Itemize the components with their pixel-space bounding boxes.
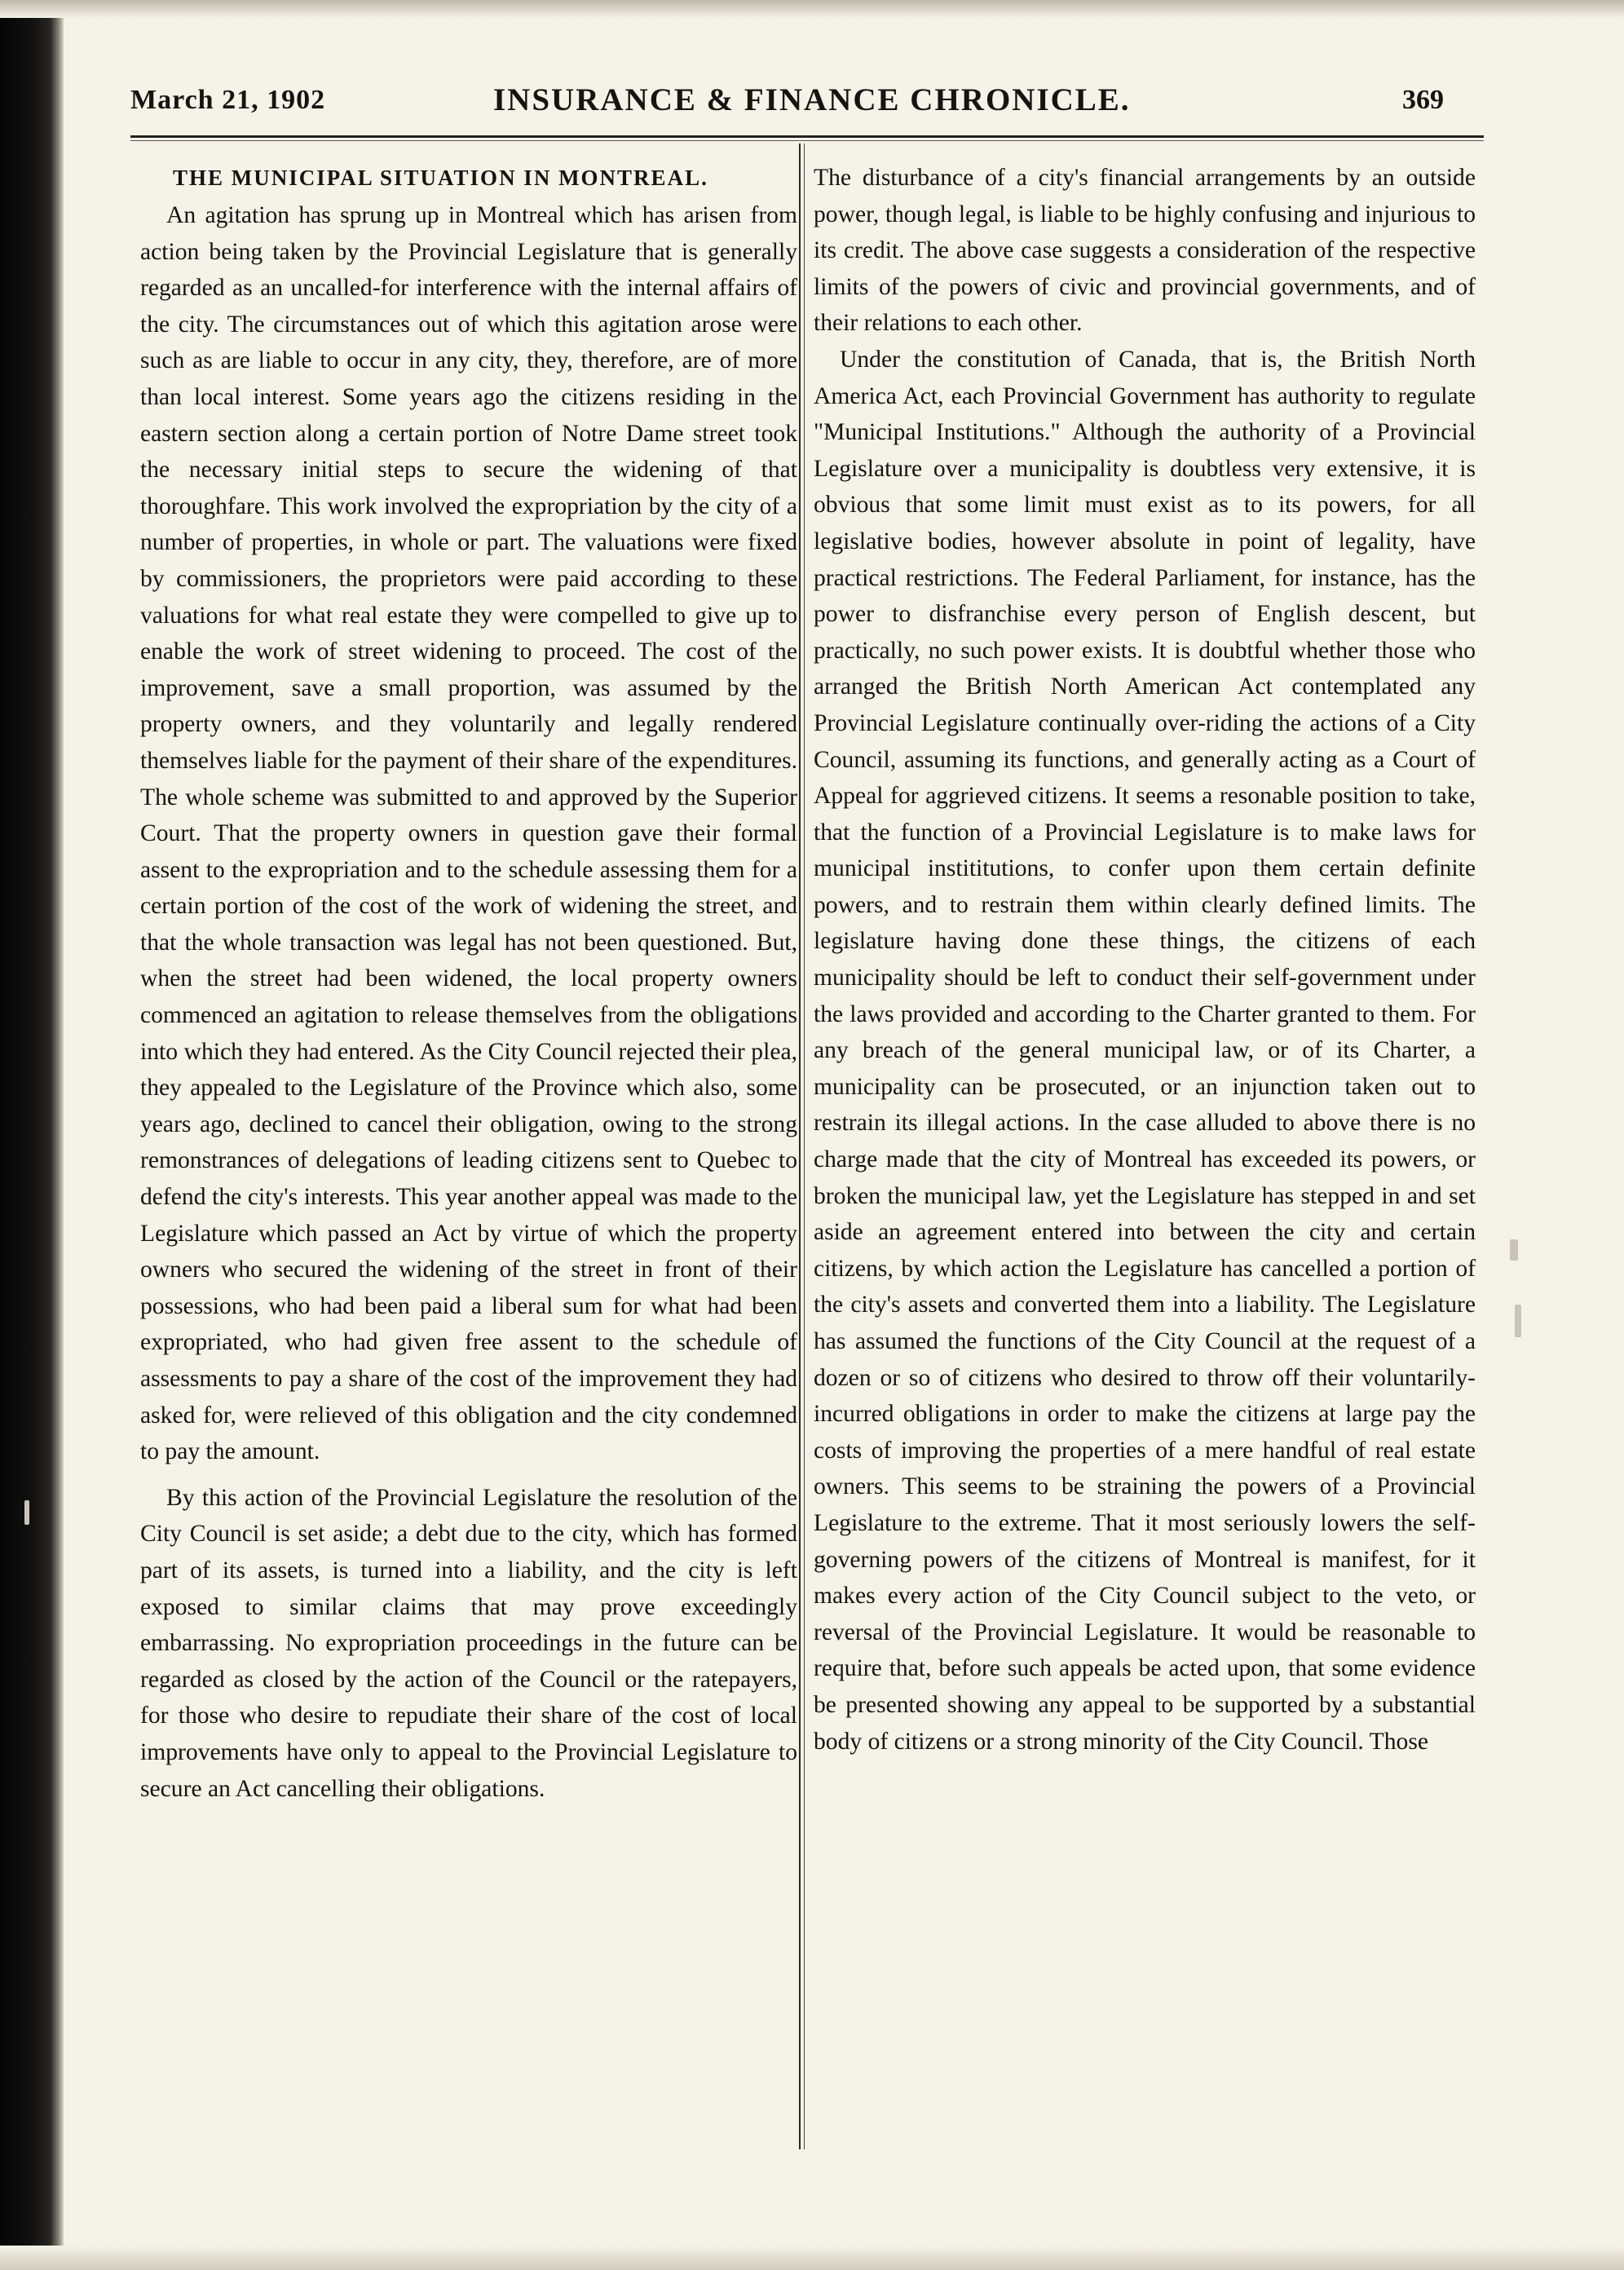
left-column xyxy=(140,160,797,2149)
article-paragraph: An agitation has sprung up in Montreal which has arisen from action being taken by the Provincial Legislature that is generally regarded as an uncalled-for interference with the internal affairs of the city. The circumstances out of which this agitation arose were such as are liable to occur in any city, they, therefore, are of more than local interest. Some years ago the citizens residing in the eastern section along a certain portion of Notre Dame street took the necessary initial steps to secure the widening of that thoroughfare. This work involved the expropriation by the city of a number of properties, in whole or part. The valuations were fixed by commissioners, the proprietors were paid according to these valuations for what real estate they were compelled to give up to enable the work of street widening to proceed. The cost of the improvement, save a small proportion, was assumed by the property owners, and they voluntarily and legally rendered themselves liable for the payment of their share of the expenditures. The whole scheme was submitted to and approved by the Superior Court. That the property owners in question gave their formal assent to the expropriation and to the schedule assessing them for a certain portion of the cost of the work of widening the street, and that the whole transaction was legal has not been questioned. But, when the street had been widened, the local property owners commenced an agitation to release themselves from the obligations into which they had entered. As the City Council rejected their plea, they appealed to the Legislature of the Province which also, some years ago, declined to cancel their obligation, owing to the strong remonstrances of delegations of leading citizens sent to Quebec to defend the city's interests. This year another appeal was made to the Legislature which passed an Act by virtue of which the property owners who secured the widening of the street in front of their possessions, who had been paid a liberal sum for what had been expropriated, who had given free assent to the schedule of assessments to pay a share of the cost of the improvement they had asked for, were relieved of this obligation and the city condemned to pay the amount. xyxy=(140,202,797,1465)
article-paragraph: The disturbance of a city's financial arrangements by an outside power, though legal, is liable to be highly confusing and injurious to its credit. The above case suggests a consideration of the respective limits of the powers of civic and provincial governments, and of their relations to each other. xyxy=(814,165,1476,337)
page-number: 369 xyxy=(1402,85,1444,115)
page-top-edge xyxy=(0,0,1624,18)
running-header xyxy=(130,82,1476,127)
scan-blemish xyxy=(24,1500,29,1525)
page-binding-edge xyxy=(0,0,64,2270)
scan-blemish xyxy=(1515,1305,1521,1337)
scan-blemish xyxy=(1510,1239,1518,1261)
issue-date: March 21, 1902 xyxy=(130,85,326,115)
article-title: THE MUNICIPAL SITUATION IN MONTREAL. xyxy=(173,166,708,190)
publication-title: INSURANCE & FINANCE CHRONICLE. xyxy=(493,82,1131,117)
header-rule-thin xyxy=(130,140,1484,141)
column-divider xyxy=(799,144,801,2149)
header-rule xyxy=(130,135,1484,138)
column-divider-thin xyxy=(804,144,805,2149)
page-bottom-edge xyxy=(0,2246,1624,2270)
article-paragraph: Under the constitution of Canada, that is, the British North America Act, each Provincial Government has authority to regulate "Municipal Institutions." Although the authority of a Provincial Legislature over a municipality is doubtless very extensive, it is obvious that some limit must exist as to its powers, for all legislative bodies, however absolute in point of legality, have practical restrictions. The Federal Parliament, for instance, has the power to disfranchise every person of English descent, but practically, no such power exists. It is doubtful whether those who arranged the British North American Act contemplated any Provincial Legislature continually over-riding the actions of a City Council, assuming its functions, and generally acting as a Court of Appeal for aggrieved citizens. It seems a resonable position to take, that the function of a Provincial Legislature is to make laws for municipal instititutions, to confer upon them certain definite powers, and to restrain them within clearly defined limits. The legislature having done these things, the citizens of each municipality should be left to conduct their self-government under the laws provided and according to the Charter granted to them. For any breach of the general municipal law, or of its Charter, a municipality can be prosecuted, or an injunction taken out to restrain its illegal actions. In the case alluded to above there is no charge made that the city of Montreal has exceeded its powers, or broken the municipal law, yet the Legislature has stepped in and set aside an agreement entered into between the city and certain citizens, by which action the Legislature has cancelled a portion of the city's assets and converted them into a liability. The Legislature has assumed the functions of the City Council at the request of a dozen or so of citizens who desired to throw off their voluntarily-incurred obligations in order to make the citizens at large pay the costs of improving the properties of a mere handful of real estate owners. This seems to be straining the powers of a Provincial Legislature to the extreme. That it most seriously lowers the self-governing powers of the citizens of Montreal is manifest, for it makes every action of the City Council subject to the veto, or reversal of the Provincial Legislature. It would be reasonable to require that, before such appeals be acted upon, that some evidence be presented showing any appeal to be supported by a substantial body of citizens or a strong minority of the City Council. Those xyxy=(814,346,1476,1755)
article-paragraph: By this action of the Provincial Legislature the resolution of the City Council is set aside; a debt due to the city, which has formed part of its assets, is turned into a liability, and the city is left exposed to similar claims that may prove exceedingly embarrassing. No expropriation proceedings in the future can be regarded as closed by the action of the Council or the ratepayers, for those who desire to repudiate their share of the cost of local improvements have only to appeal to the Provincial Legislature to secure an Act cancelling their obligations. xyxy=(140,1484,797,1802)
right-column xyxy=(814,160,1476,2149)
